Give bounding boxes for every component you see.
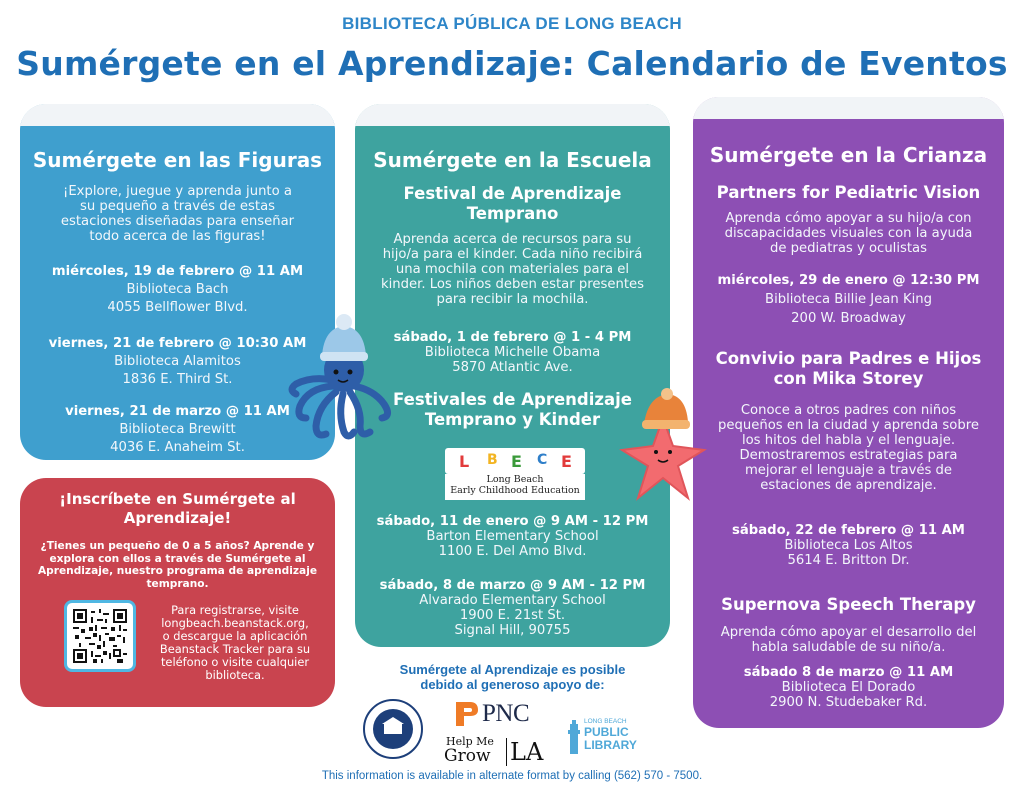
- qr-code[interactable]: [64, 600, 136, 672]
- pediatric-vision-event: miércoles, 29 de enero @ 12:30 PM Biblioteca Billie Jean King 200 W. Broadway: [717, 273, 980, 326]
- page-title: Sumérgete en el Aprendizaje: Calendario de Eventos: [16, 44, 1008, 83]
- crianza-title: Sumérgete en la Crianza: [709, 143, 988, 167]
- convivio-event: sábado, 22 de febrero @ 11 AM Biblioteca Los Altos 5614 E. Britton Dr.: [732, 523, 965, 568]
- supernova-title: Supernova Speech Therapy: [721, 595, 976, 614]
- lbpl-text-1: LONG BEACH: [584, 718, 627, 725]
- footer-note: This information is available in alternate format by calling (562) 570 - 7500.: [321, 770, 703, 782]
- octopus-illustration: [288, 306, 398, 446]
- register-instructions: Para registrarse, visite longbeach.beanstack.org, o descargue la aplicación Beanstack Tracker para su teléfono o visite cualquier biblioteca.: [159, 603, 311, 682]
- panel-crianza: [693, 97, 1004, 728]
- lbece-line-2: Early Childhood Education: [450, 485, 580, 496]
- festivales-title: Festivales de Aprendizaje Temprano y Kinder: [393, 390, 632, 429]
- lbece-letter: C: [537, 452, 548, 468]
- inscribe-description: ¿Tienes un pequeño de 0 a 5 años? Aprende y explora con ellos a través de Sumérgete al Aprendizaje, nuestro programa de aprendizaje temprano.: [37, 540, 318, 590]
- helpme-text-2: Grow: [444, 746, 491, 766]
- pediatric-vision-description: Aprenda cómo apoyar a su hijo/a con discapacidades visuales con la ayuda de pediatras y oculistas: [724, 211, 973, 256]
- panel-escuela: [355, 104, 670, 647]
- pediatric-vision-title: Partners for Pediatric Vision: [716, 183, 981, 202]
- snow-top-decoration: [20, 104, 335, 126]
- convivio-description: Conoce a otros padres con niños pequeños en la ciudad y aprenda sobre los hitos del habla y el lenguaje. Demostraremos estrategias para mejorar el lenguaje a través de estaciones de aprendizaje.: [718, 403, 979, 493]
- escuela-title: Sumérgete en la Escuela: [373, 148, 652, 172]
- festival-description: Aprenda acerca de recursos para su hijo/a para el kinder. Cada niño recibirá una mochila con materiales para el kinder. Los niños deben estar presentes para recibir la mochila.: [381, 232, 644, 307]
- lbece-logo: [445, 448, 585, 500]
- lbece-line-1: Long Beach: [486, 474, 544, 485]
- lbpl-text-2: PUBLIC: [584, 725, 629, 739]
- starfish-illustration: [618, 388, 708, 506]
- escuela-event-2: sábado, 8 de marzo @ 9 AM - 12 PM Alvarado Elementary School 1900 E. 21st St. Signal Hill, 90755: [379, 578, 646, 638]
- la-text: LA: [510, 738, 544, 766]
- pnc-text: PNC: [482, 700, 530, 727]
- figuras-title: Sumérgete en las Figuras: [32, 148, 323, 172]
- figuras-event-1: miércoles, 19 de febrero @ 11 AM Biblioteca Bach 4055 Bellflower Blvd.: [51, 264, 304, 315]
- lbece-letter: L: [459, 452, 470, 471]
- lbpl-logo: [566, 718, 646, 756]
- supernova-description: Aprenda cómo apoyar el desarrollo del habla saludable de su niño/a.: [720, 625, 977, 655]
- figuras-event-3: viernes, 21 de marzo @ 11 AM Biblioteca Brewitt 4036 E. Anaheim St.: [65, 404, 290, 455]
- snow-top-decoration: [693, 97, 1004, 119]
- lbece-letter: B: [487, 452, 498, 468]
- festival-title: Festival de Aprendizaje Temprano: [403, 184, 622, 223]
- lbpl-text-3: LIBRARY: [584, 738, 637, 752]
- snow-top-decoration: [355, 104, 670, 126]
- supernova-event: sábado 8 de marzo @ 11 AM Biblioteca El Dorado 2900 N. Studebaker Rd.: [743, 665, 954, 710]
- figuras-event-2: viernes, 21 de febrero @ 10:30 AM Biblioteca Alamitos 1836 E. Third St.: [48, 336, 307, 387]
- panel-inscribe: [20, 478, 335, 707]
- inscribe-title: ¡Inscríbete en Sumérgete al Aprendizaje!: [59, 490, 296, 527]
- support-line: Sumérgete al Aprendizaje es posible debido al generoso apoyo de:: [399, 662, 626, 692]
- convivio-title: Convivio para Padres e Hijos con Mika Storey: [715, 349, 982, 388]
- pnc-logo: [452, 700, 542, 728]
- festival-event: sábado, 1 de febrero @ 1 - 4 PM Biblioteca Michelle Obama 5870 Atlantic Ave.: [393, 330, 632, 375]
- lbece-letter: E: [511, 452, 522, 471]
- help-me-grow-la-logo: [444, 736, 554, 770]
- helpme-text-1: Help Me: [446, 735, 494, 748]
- escuela-event-1: sábado, 11 de enero @ 9 AM - 12 PM Barton Elementary School 1100 E. Del Amo Blvd.: [376, 514, 649, 559]
- figuras-intro: ¡Explore, juegue y aprenda junto a su pequeño a través de estas estaciones diseñadas para enseñar todo acerca de las figuras!: [60, 184, 295, 244]
- lbece-letter: E: [561, 452, 572, 471]
- seal-logo: [362, 698, 424, 760]
- library-name: BIBLIOTECA PÚBLICA DE LONG BEACH: [342, 14, 682, 33]
